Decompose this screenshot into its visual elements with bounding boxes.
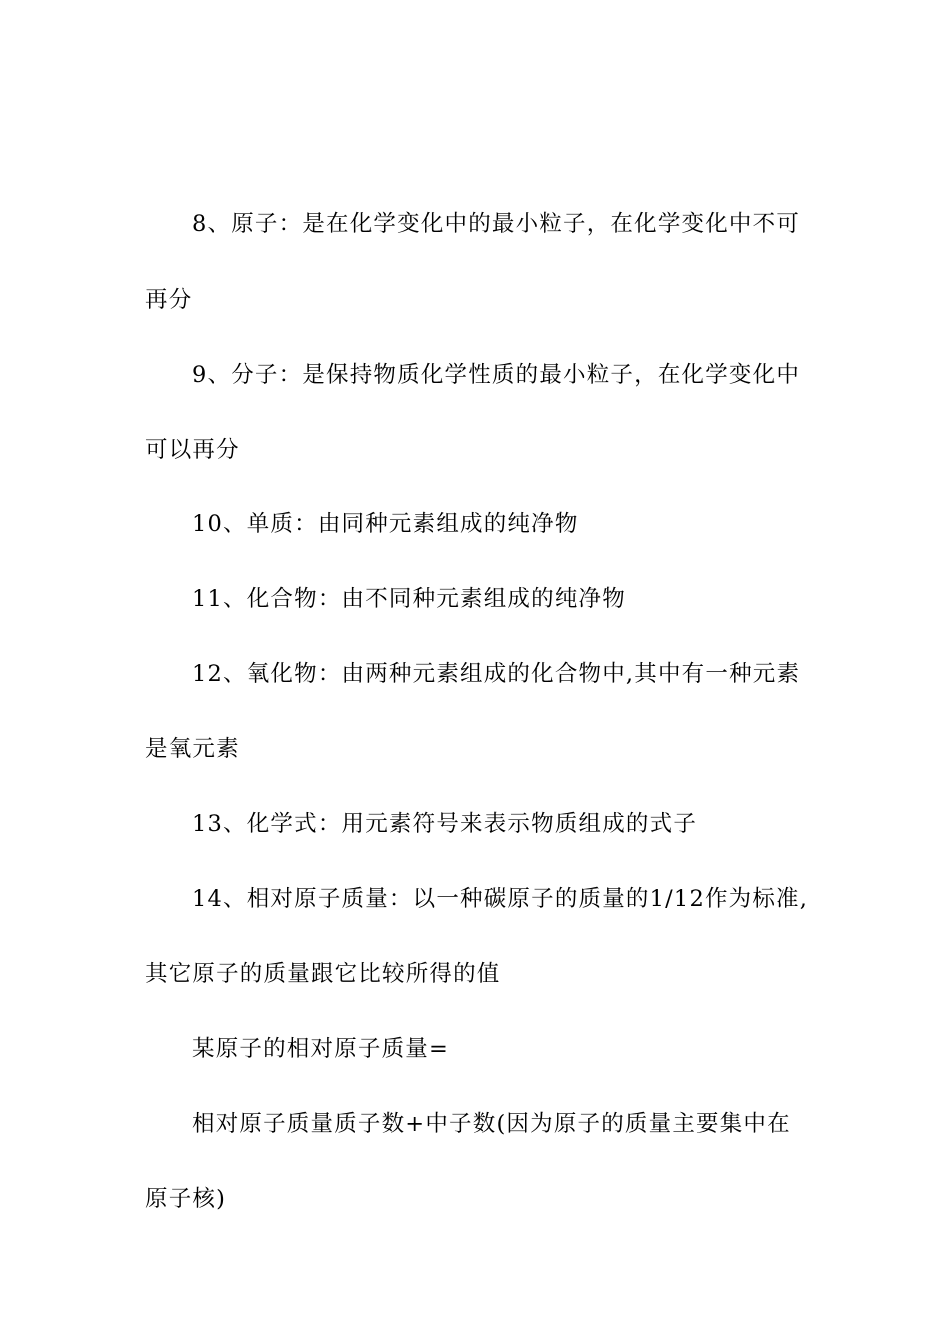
definition-relative-atomic-mass-line1: 14、相对原子质量：以一种碳原子的质量的1/12作为标准, (192, 886, 809, 912)
definition-chemical-formula: 13、化学式：用元素符号来表示物质组成的式子 (192, 811, 698, 837)
formula-relative-atomic-mass: 某原子的相对原子质量= (192, 1036, 450, 1062)
definition-molecule-line1: 9、分子：是保持物质化学性质的最小粒子，在化学变化中 (192, 362, 801, 388)
note-mass-number-line1: 相对原子质量质子数+中子数(因为原子的质量主要集中在 (192, 1111, 791, 1137)
definition-atom-line1: 8、原子：是在化学变化中的最小粒子，在化学变化中不可 (192, 211, 801, 237)
definition-oxide-line2: 是氧元素 (145, 736, 240, 762)
definition-compound: 11、化合物：由不同种元素组成的纯净物 (192, 586, 626, 612)
definition-element-substance: 10、单质：由同种元素组成的纯净物 (192, 511, 579, 537)
definition-atom-line2: 再分 (145, 287, 193, 313)
definition-molecule-line2: 可以再分 (145, 437, 240, 463)
definition-relative-atomic-mass-line2: 其它原子的质量跟它比较所得的值 (145, 961, 501, 987)
note-mass-number-line2: 原子核) (145, 1186, 227, 1212)
definition-oxide-line1: 12、氧化物：由两种元素组成的化合物中,其中有一种元素 (192, 661, 801, 687)
